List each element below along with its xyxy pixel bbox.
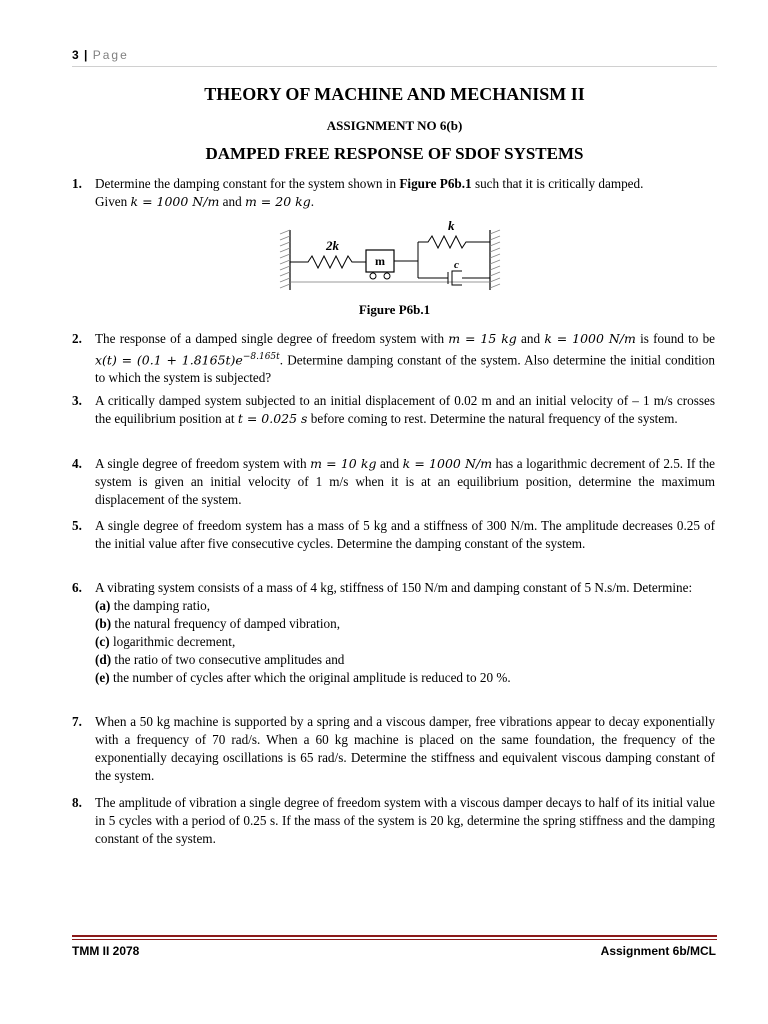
question-2 (72, 330, 715, 387)
question-text: Determine the damping constant for the system shown in (95, 176, 397, 191)
topic-title: DAMPED FREE RESPONSE OF SDOF SYSTEMS (205, 144, 584, 163)
assignment-title: ASSIGNMENT NO 6(b) (326, 118, 463, 133)
question-text: . Determine damping constant of the system. Also determine the initial condition to which the system is subjected? (95, 352, 715, 386)
question-6 (72, 579, 715, 687)
question-1 (72, 175, 715, 211)
right-spring-label: k (448, 220, 455, 233)
question-text: is found to be (640, 331, 716, 346)
question-number: 4. (72, 456, 82, 471)
math-expression: m = 15 kg (448, 331, 517, 346)
math-expression: k = 1000 N/m (402, 456, 493, 471)
question-3 (72, 392, 715, 428)
question-number: 3. (72, 393, 82, 408)
course-title: THEORY OF MACHINE AND MECHANISM II (204, 84, 585, 104)
question-4 (72, 455, 715, 509)
question-text: A critically damped system subjected to an initial displacement of 0.02 m and an initial velocity of – 1 m/s crosses the equilibrium position at (95, 393, 715, 426)
figure-reference: Figure P6b.1 (399, 176, 472, 191)
left-spring-label: 2k (326, 238, 339, 253)
left-wall (280, 230, 290, 290)
question-text: such that it is critically damped. (474, 176, 644, 191)
right-wall (490, 230, 500, 290)
mass-label: m (375, 254, 385, 268)
question-8 (72, 794, 715, 848)
footer-rule (72, 939, 717, 940)
question-number: 8. (72, 795, 82, 810)
question-text: . (310, 194, 314, 209)
question-text: A single degree of freedom system has a mass of 5 kg and a stiffness of 300 N/m. The amplitude decreases 0.25 of the initial value after five consecutive cycles. Determine the damping constant of the system. (95, 518, 715, 551)
question-5 (72, 517, 715, 553)
page-number: 3 (72, 48, 79, 62)
question-text: A vibrating system consists of a mass of 4 kg, stiffness of 150 N/m and damping constant of 5 N.s/m. Determine: (95, 580, 693, 595)
question-text: before coming to rest. Determine the natural frequency of the system. (310, 411, 678, 426)
wheel-right (384, 273, 390, 279)
math-expression: m = 20 kg (244, 194, 311, 209)
footer-left: TMM II 2078 (72, 944, 140, 958)
sub-question: (a) the damping ratio, (95, 598, 211, 613)
page-header (72, 48, 717, 62)
math-expression: t = 0.025 s (237, 411, 308, 426)
wheel-left (370, 273, 376, 279)
footer-rule (72, 935, 717, 937)
page-word: Page (92, 48, 129, 62)
sub-question: (b) the natural frequency of damped vibration, (95, 616, 340, 631)
damper (418, 271, 490, 285)
question-text: and (380, 456, 400, 471)
question-text: A single degree of freedom system with (95, 456, 307, 471)
question-text: The response of a damped single degree of freedom system with (95, 331, 445, 346)
sub-question: (d) the ratio of two consecutive amplitudes and (95, 652, 345, 667)
math-expression: k = 1000 N/m (130, 194, 220, 209)
footer-right: Assignment 6b/MCL (600, 944, 716, 958)
question-text: and (222, 194, 242, 209)
question-text: and (521, 331, 541, 346)
question-text: has a logarithmic decrement of 2.5. If the system is given an initial velocity of 1 m/s when it is at an equilibrium position, determine the maximum displacement of the system. (95, 456, 716, 507)
left-spring (290, 256, 366, 268)
question-7 (72, 713, 715, 785)
header-rule (72, 66, 717, 67)
sub-question: (e) the number of cycles after which the original amplitude is reduced to 20 %. (95, 670, 511, 685)
question-number: 6. (72, 580, 82, 595)
question-text: The amplitude of vibration a single degree of freedom system with a viscous damper decays to half of its initial value in 5 cycles with a period of 0.25 s. If the mass of the system is 20 kg, determine the spring stiffness and the damping constant of the system. (95, 795, 715, 846)
math-exponent: −8.165t (242, 352, 280, 362)
sub-question: (c) logarithmic decrement, (95, 634, 236, 649)
spring-mass-damper-figure (278, 220, 518, 295)
question-number: 7. (72, 714, 82, 729)
damper-label: c (454, 259, 459, 271)
figure-caption: Figure P6b.1 (358, 302, 431, 317)
question-text: Given (95, 194, 128, 209)
math-expression: x(t) = (0.1 + 1.8165t)e (95, 352, 243, 368)
right-spring (418, 236, 490, 248)
question-text: When a 50 kg machine is supported by a spring and a viscous damper, free vibrations appear to decay exponentially with a frequency of 70 rad/s. When a 60 kg machine is placed on the same foundation, the frequency of the exponentially decaying oscillations is 65 rad/s. Determine the stiffness and equivalent viscous damping constant of the system. (95, 714, 715, 783)
math-expression: m = 10 kg (310, 456, 377, 471)
question-number: 1. (72, 176, 82, 191)
page-separator: | (84, 48, 88, 62)
math-expression: k = 1000 N/m (544, 331, 636, 346)
question-number: 2. (72, 331, 82, 346)
question-number: 5. (72, 518, 82, 533)
